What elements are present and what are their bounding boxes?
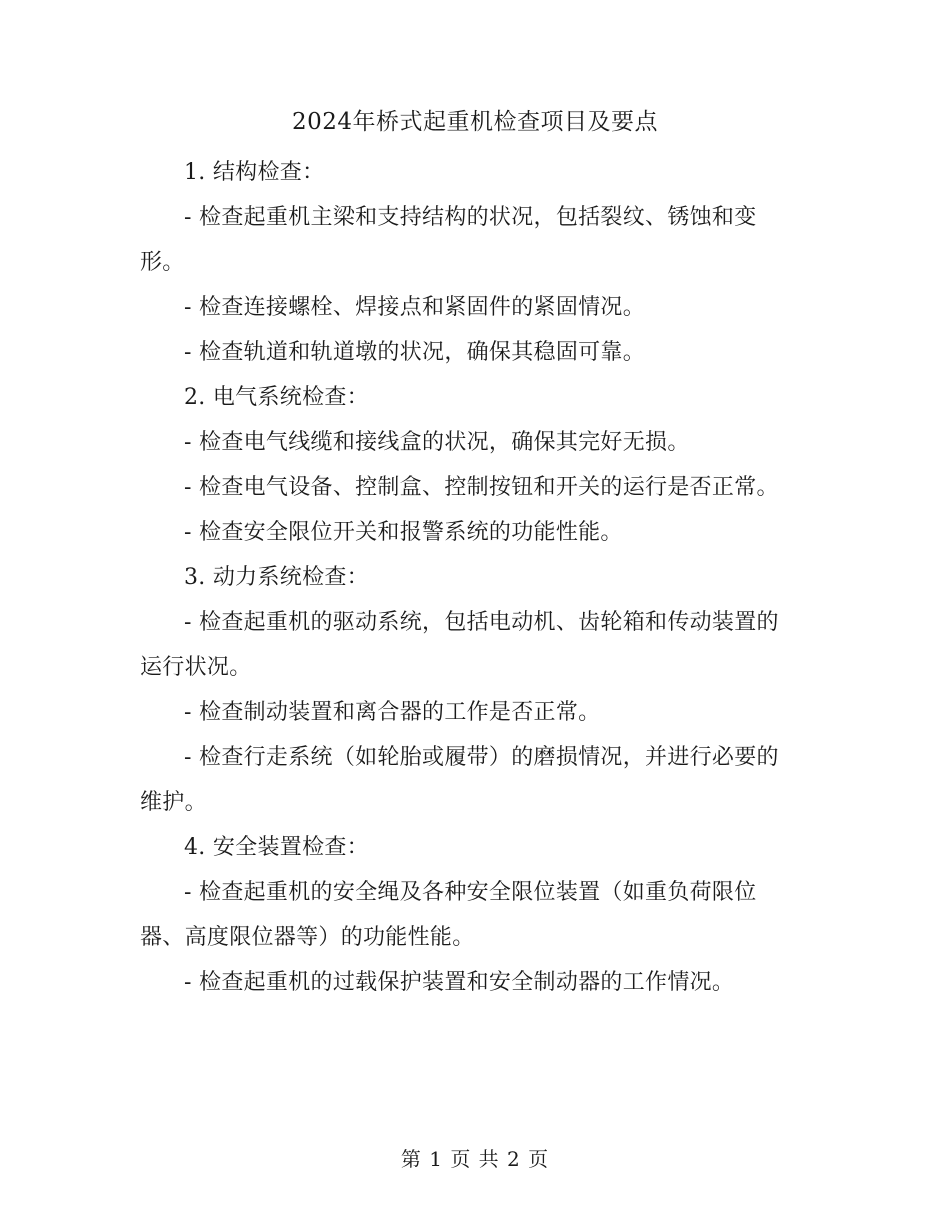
page-footer: 第 1 页 共 2 页: [400, 1147, 550, 1171]
list-item: - 检查轨道和轨道墩的状况，确保其稳固可靠。: [184, 340, 646, 365]
section-heading-electrical: 2. 电气系统检查：: [184, 385, 369, 410]
list-item: - 检查电气线缆和接线盒的状况，确保其完好无损。: [184, 430, 690, 455]
section-heading-power: 3. 动力系统检查：: [184, 565, 369, 590]
document-body: [140, 150, 800, 1005]
document-title: 2024年桥式起重机检查项目及要点: [291, 109, 659, 135]
list-item: - 检查起重机主梁和支持结构的状况，包括裂纹、锈蚀和变形。: [140, 205, 757, 275]
section-heading-safety: 4. 安全装置检查：: [184, 835, 369, 860]
list-item: - 检查起重机的安全绳及各种安全限位装置（如重负荷限位器、高度限位器等）的功能性能。: [140, 880, 757, 950]
section-heading-structure: 1. 结构检查：: [184, 160, 325, 185]
list-item: - 检查起重机的过载保护装置和安全制动器的工作情况。: [184, 970, 735, 995]
list-item: - 检查行走系统（如轮胎或履带）的磨损情况，并进行必要的维护。: [140, 745, 779, 815]
list-item: - 检查电气设备、控制盒、控制按钮和开关的运行是否正常。: [184, 475, 779, 500]
list-item: - 检查安全限位开关和报警系统的功能性能。: [184, 520, 623, 545]
list-item: - 检查连接螺栓、焊接点和紧固件的紧固情况。: [184, 295, 646, 320]
list-item: - 检查制动装置和离合器的工作是否正常。: [184, 700, 601, 725]
list-item: - 检查起重机的驱动系统，包括电动机、齿轮箱和传动装置的运行状况。: [140, 610, 779, 680]
